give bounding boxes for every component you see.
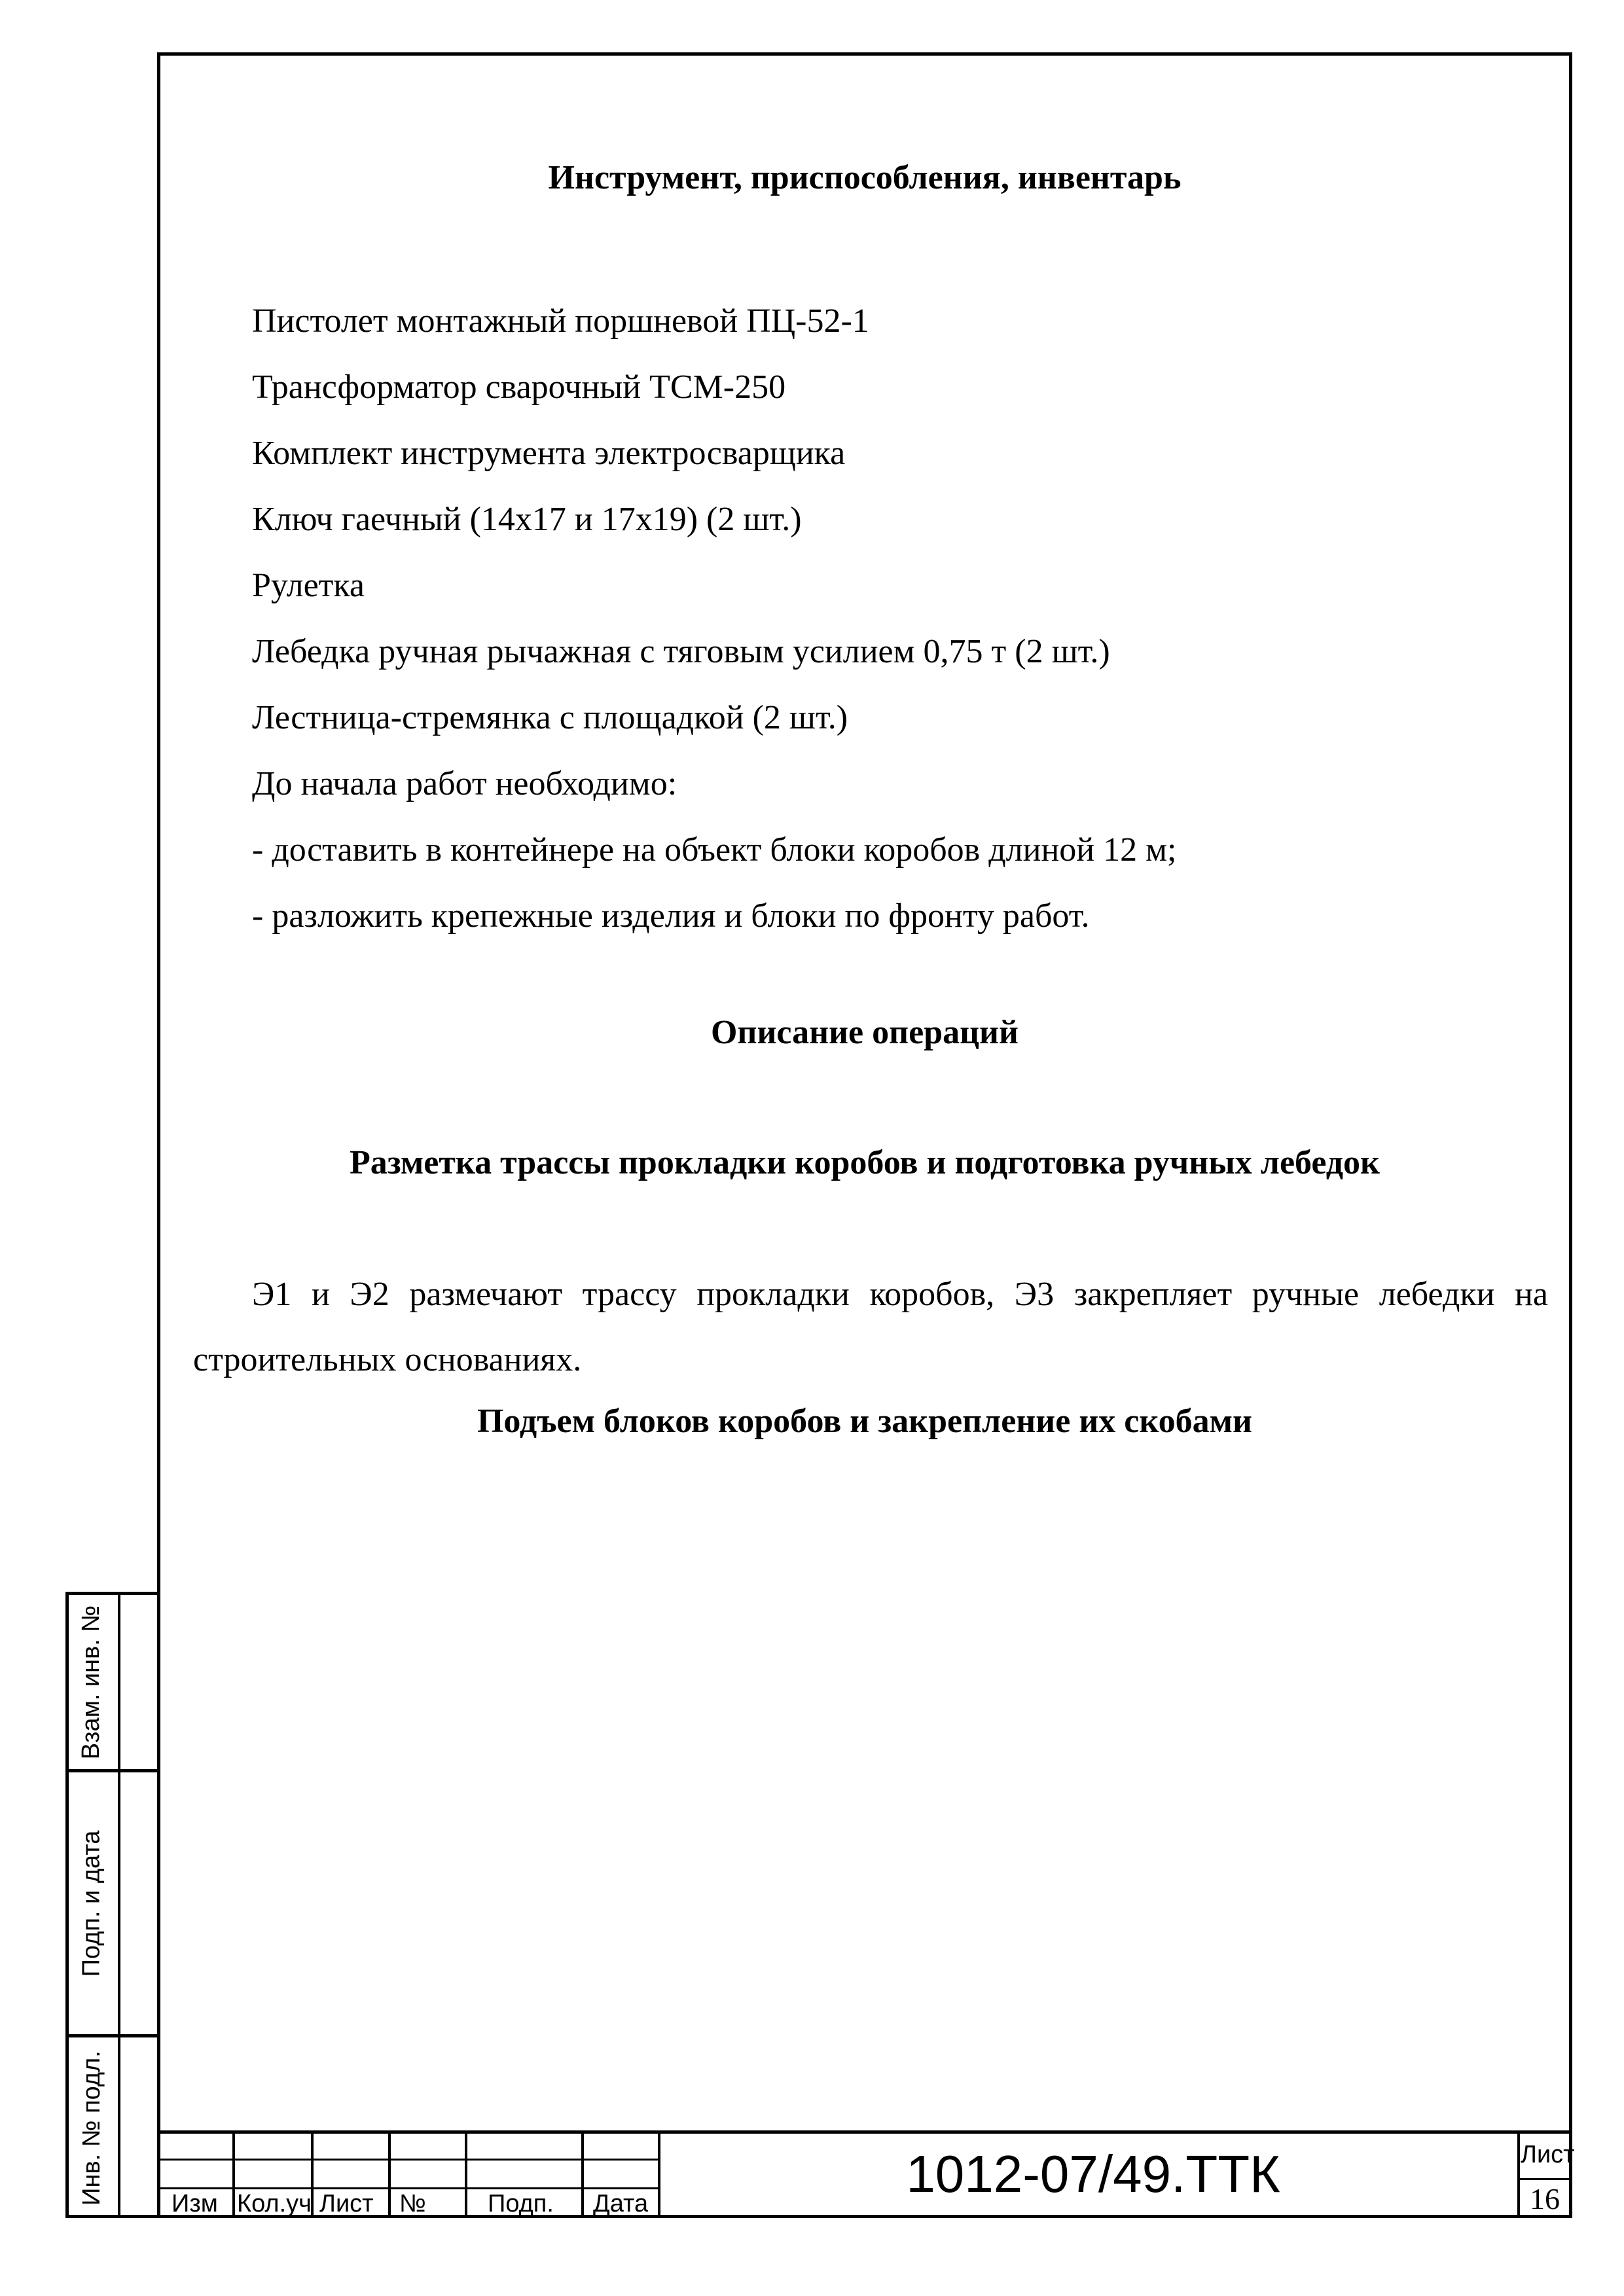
preparation-intro: До начала работ необходимо:	[252, 765, 677, 802]
title-block-col-izm: Изм	[171, 2190, 218, 2217]
title-block-line	[465, 2130, 467, 2218]
title-block-line	[658, 2130, 660, 2218]
side-label-inv-sub: Взам. инв. №	[77, 1605, 105, 1759]
preparation-step: - разложить крепежные изделия и блоки по фронту работ.	[252, 897, 1090, 935]
heading-operations: Описание операций	[711, 1014, 1019, 1051]
document-code: 1012-07/49.ТТК	[906, 2145, 1280, 2203]
title-block-line	[388, 2130, 391, 2218]
tool-item: Комплект инструмента электросварщика	[252, 435, 846, 472]
tool-item: Рулетка	[252, 567, 365, 604]
title-block-col-date: Дата	[593, 2190, 649, 2217]
heading-tools: Инструмент, приспособления, инвентарь	[548, 159, 1182, 196]
heading-lifting: Подъем блоков коробов и закрепление их скобами	[477, 1403, 1253, 1440]
tool-item: Лестница-стремянка с площадкой (2 шт.)	[252, 699, 848, 736]
tool-list	[252, 288, 1110, 751]
title-block-col-list: Лист	[319, 2190, 374, 2217]
title-block-col-sign: Подп.	[488, 2190, 554, 2217]
side-label-sign-date: Подп. и дата	[77, 1830, 105, 1977]
tool-item: Трансформатор сварочный ТСМ-250	[252, 368, 786, 406]
side-label-inv-orig: Инв. № подл.	[77, 2050, 105, 2206]
marking-paragraph: Э1 и Э2 размечают трассу прокладки коробов, Э3 закрепляет ручные лебедки на строительных основаниях.	[193, 1276, 1548, 1378]
side-stamp-divider	[118, 1592, 120, 2218]
title-block-line	[581, 2130, 584, 2218]
sheet-number: 16	[1530, 2182, 1560, 2215]
title-block-line	[157, 2159, 658, 2161]
heading-marking: Разметка трассы прокладки коробов и подготовка ручных лебедок	[349, 1144, 1380, 1181]
sheet-label: Лист	[1521, 2141, 1575, 2168]
preparation-block	[252, 751, 1176, 949]
tool-item: Лебедка ручная рычажная с тяговым усилием 0,75 т (2 шт.)	[252, 633, 1110, 670]
title-block-col-kol: Кол.уч	[237, 2190, 312, 2217]
title-block-col-num: №	[399, 2190, 426, 2217]
tool-item: Ключ гаечный (14х17 и 17х19) (2 шт.)	[252, 501, 802, 538]
preparation-step: - доставить в контейнере на объект блоки коробов длиной 12 м;	[252, 831, 1177, 869]
title-block-line	[232, 2130, 235, 2218]
tool-item: Пистолет монтажный поршневой ПЦ-52-1	[252, 302, 869, 340]
